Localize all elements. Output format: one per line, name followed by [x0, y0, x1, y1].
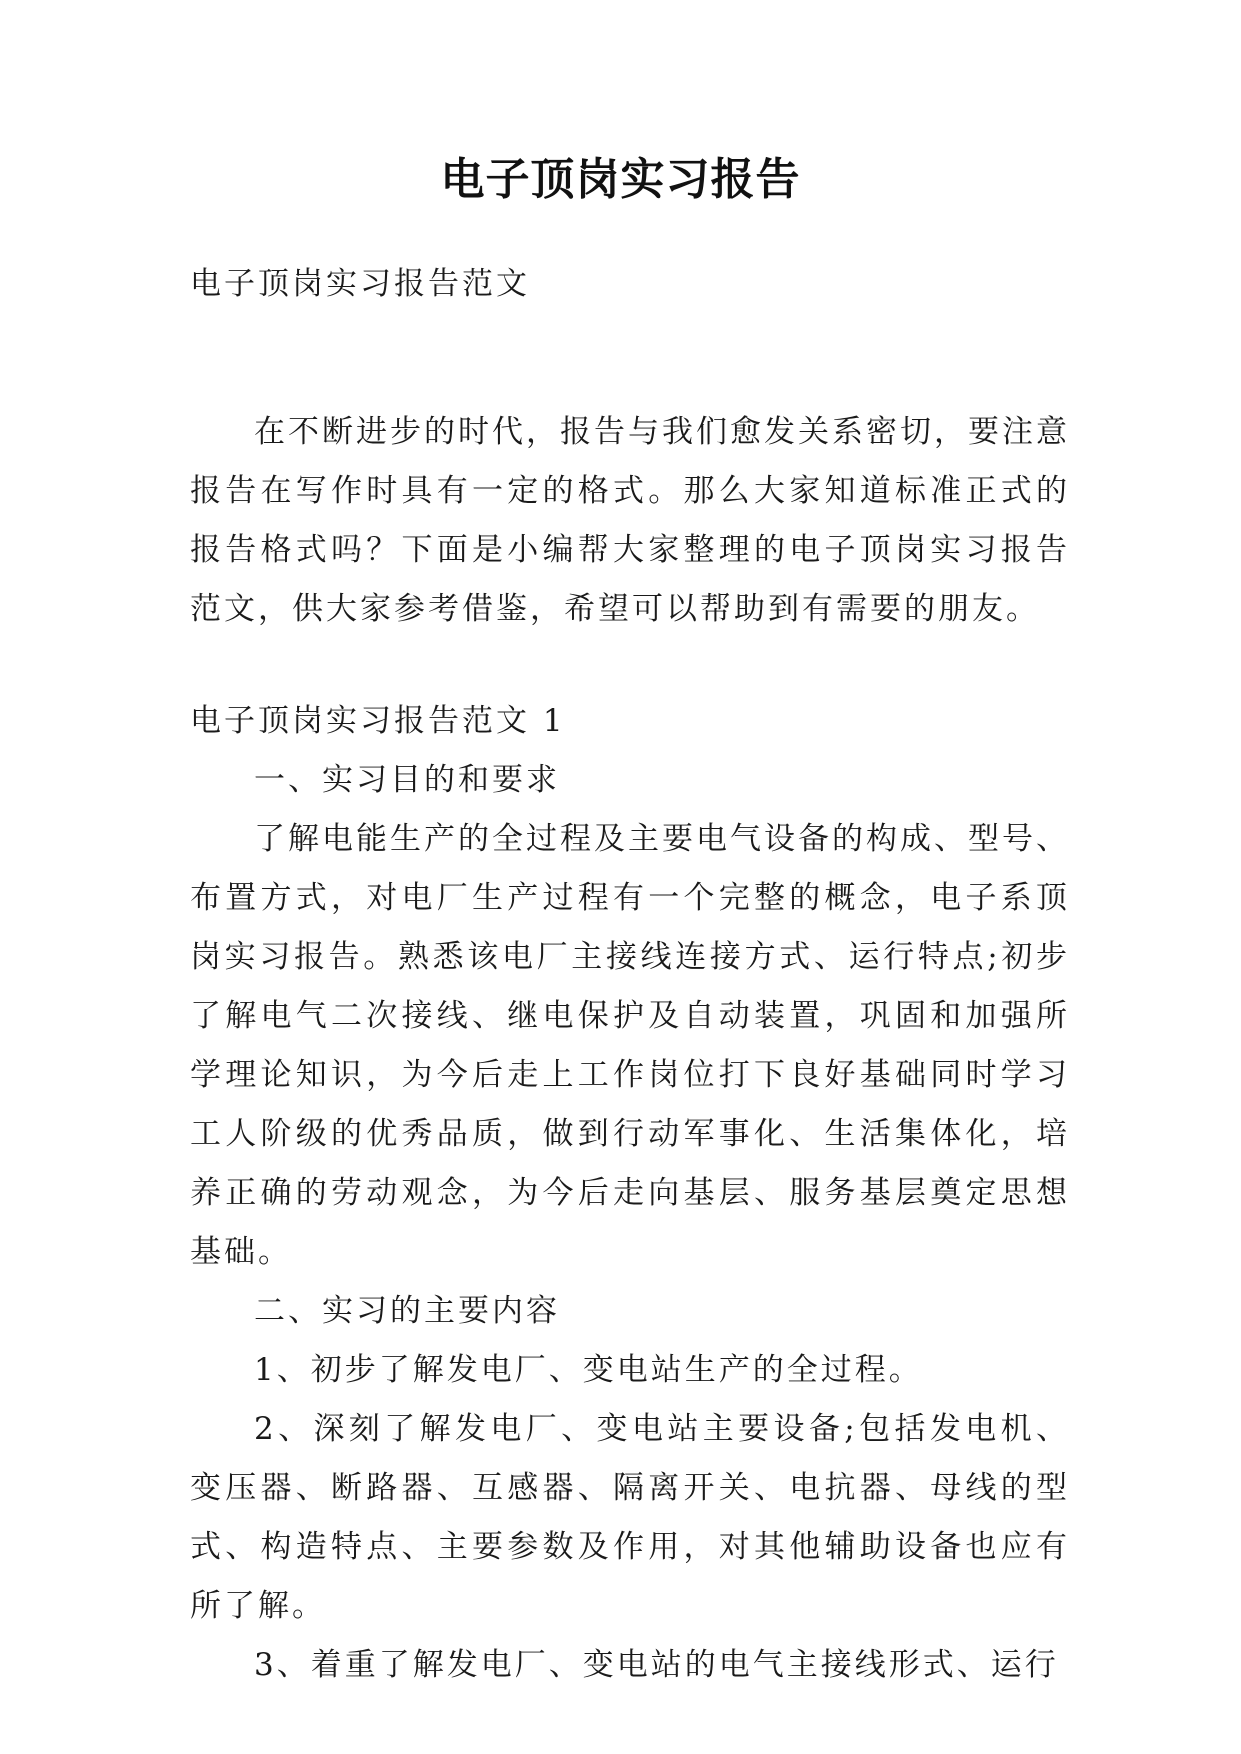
- heading-content: 二、实习的主要内容: [254, 1293, 560, 1329]
- content-item-2: 2、深刻了解发电厂、变电站主要设备;包括发电机、变压器、断路器、互感器、隔离开关、电抗器、母线的型式、构造特点、主要参数及作用，对其他辅助设备也应有所了解。: [190, 1411, 1070, 1624]
- document-title: 电子顶岗实习报告: [440, 154, 801, 205]
- purpose-paragraph: 了解电能生产的全过程及主要电气设备的构成、型号、布置方式，对电厂生产过程有一个完整的概念，电子系顶岗实习报告。熟悉该电厂主接线连接方式、运行特点;初步了解电气二次接线、继电保护及自动装置，巩固和加强所学理论知识，为今后走上工作岗位打下良好基础同时学习工人阶级的优秀品质，做到行动军事化、生活集体化，培养正确的劳动观念，为今后走向基层、服务基层奠定思想基础。: [190, 821, 1070, 1270]
- heading-purpose: 一、实习目的和要求: [254, 762, 560, 798]
- subtitle-text: 电子顶岗实习报告范文: [190, 266, 530, 302]
- report-section: [190, 692, 1070, 1695]
- content-item-3: 3、着重了解发电厂、变电站的电气主接线形式、运行: [254, 1647, 1059, 1683]
- intro-paragraph: 在不断进步的时代，报告与我们愈发关系密切，要注意报告在写作时具有一定的格式。那么大家知道标准正式的报告格式吗？下面是小编帮大家整理的电子顶岗实习报告范文，供大家参考借鉴，希望可以帮助到有需要的朋友。: [190, 414, 1070, 627]
- content-item-1: 1、初步了解发电厂、变电站生产的全过程。: [254, 1352, 923, 1388]
- section-title: 电子顶岗实习报告范文 1: [190, 703, 566, 739]
- intro-block: [190, 403, 1070, 639]
- document-subtitle: [190, 255, 1070, 314]
